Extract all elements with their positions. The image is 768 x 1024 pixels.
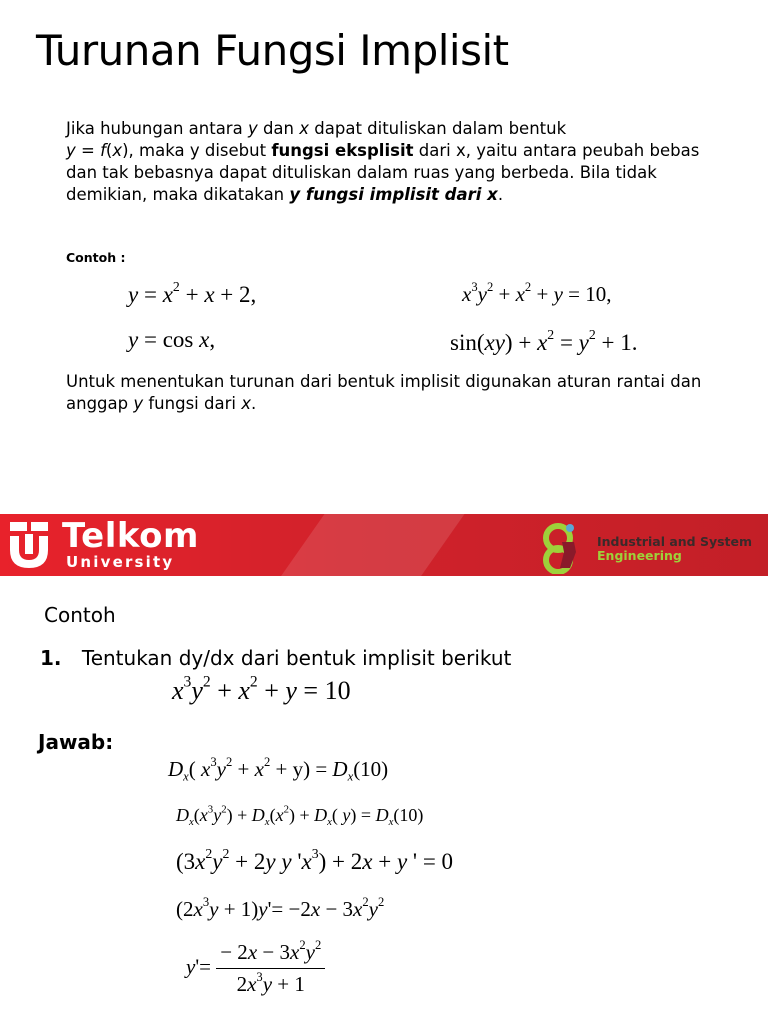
solution-step-1: $D_x$( $x^3y^2 + x^2 + y) = D_x(10)$ [168, 754, 389, 784]
contoh-label: Contoh : [66, 250, 126, 265]
chain-rule-paragraph: Untuk menentukan turunan dari bentuk implisit digunakan aturan rantai dan anggap y fungsi dari x. [66, 372, 702, 413]
answer-label: Jawab: [38, 730, 114, 754]
solution-step-4: $(2x^3y + 1)y'= -2x - 3x^2y^2$ [176, 894, 385, 921]
banner-stripe [261, 514, 478, 576]
solution-step-2: $D_x(x^3y^2) + D_x(x^2) + D_x$( $y) = D_x(10)$ [176, 803, 424, 828]
telkom-wordmark: Telkom [62, 516, 199, 556]
problem-item [40, 646, 511, 670]
definition-paragraph: Jika hubungan antara y dan x dapat dituliskan dalam bentuk y = f(x), maka y disebut fungsi eksplisit dari x, yaitu antara peubah bebas dan tak bebasnya dapat dituliskan dalam ruas yang berbeda. Bila tidak demikian, maka dikatakan y fungsi implisit dari x. [66, 119, 700, 204]
slide-title: Turunan Fungsi Implisit [36, 26, 509, 75]
telkom-logo-icon [8, 520, 50, 570]
result-fraction: $\frac{- 2x - 3x^2y^2}{2x^3y + 1}$ [216, 940, 325, 997]
example-equation-1: $y = x^2 + x + 2$, [128, 278, 257, 307]
department-name-line1: Industrial and System [597, 534, 753, 549]
example-equation-2: $x^3y^2 + x^2 + y = 10$, [462, 279, 612, 306]
problem-text: Tentukan dy/dx dari bentuk implisit berikut [81, 646, 512, 670]
ise-logo-icon [540, 522, 590, 574]
problem-equation: $x^3y^2 + x^2 + y = 10$ [172, 673, 351, 705]
problem-number: 1. [40, 646, 62, 670]
department-name-line2: Engineering [597, 548, 682, 563]
telkom-banner [0, 514, 768, 576]
section-heading-contoh: Contoh [44, 603, 116, 627]
example-equation-4: $\sin(xy) + x^2 = y^2 + 1$. [450, 326, 638, 355]
example-equation-3: y = cos x, [128, 327, 216, 352]
solution-result: y'= $\frac{- 2x - 3x^2y^2}{2x^3y + 1}$ [186, 940, 325, 997]
solution-step-3: ($3x^2y^2 + 2y$ y '$x^3) + 2x + y$ ' = 0 [176, 845, 454, 874]
university-wordmark: University [66, 553, 175, 571]
